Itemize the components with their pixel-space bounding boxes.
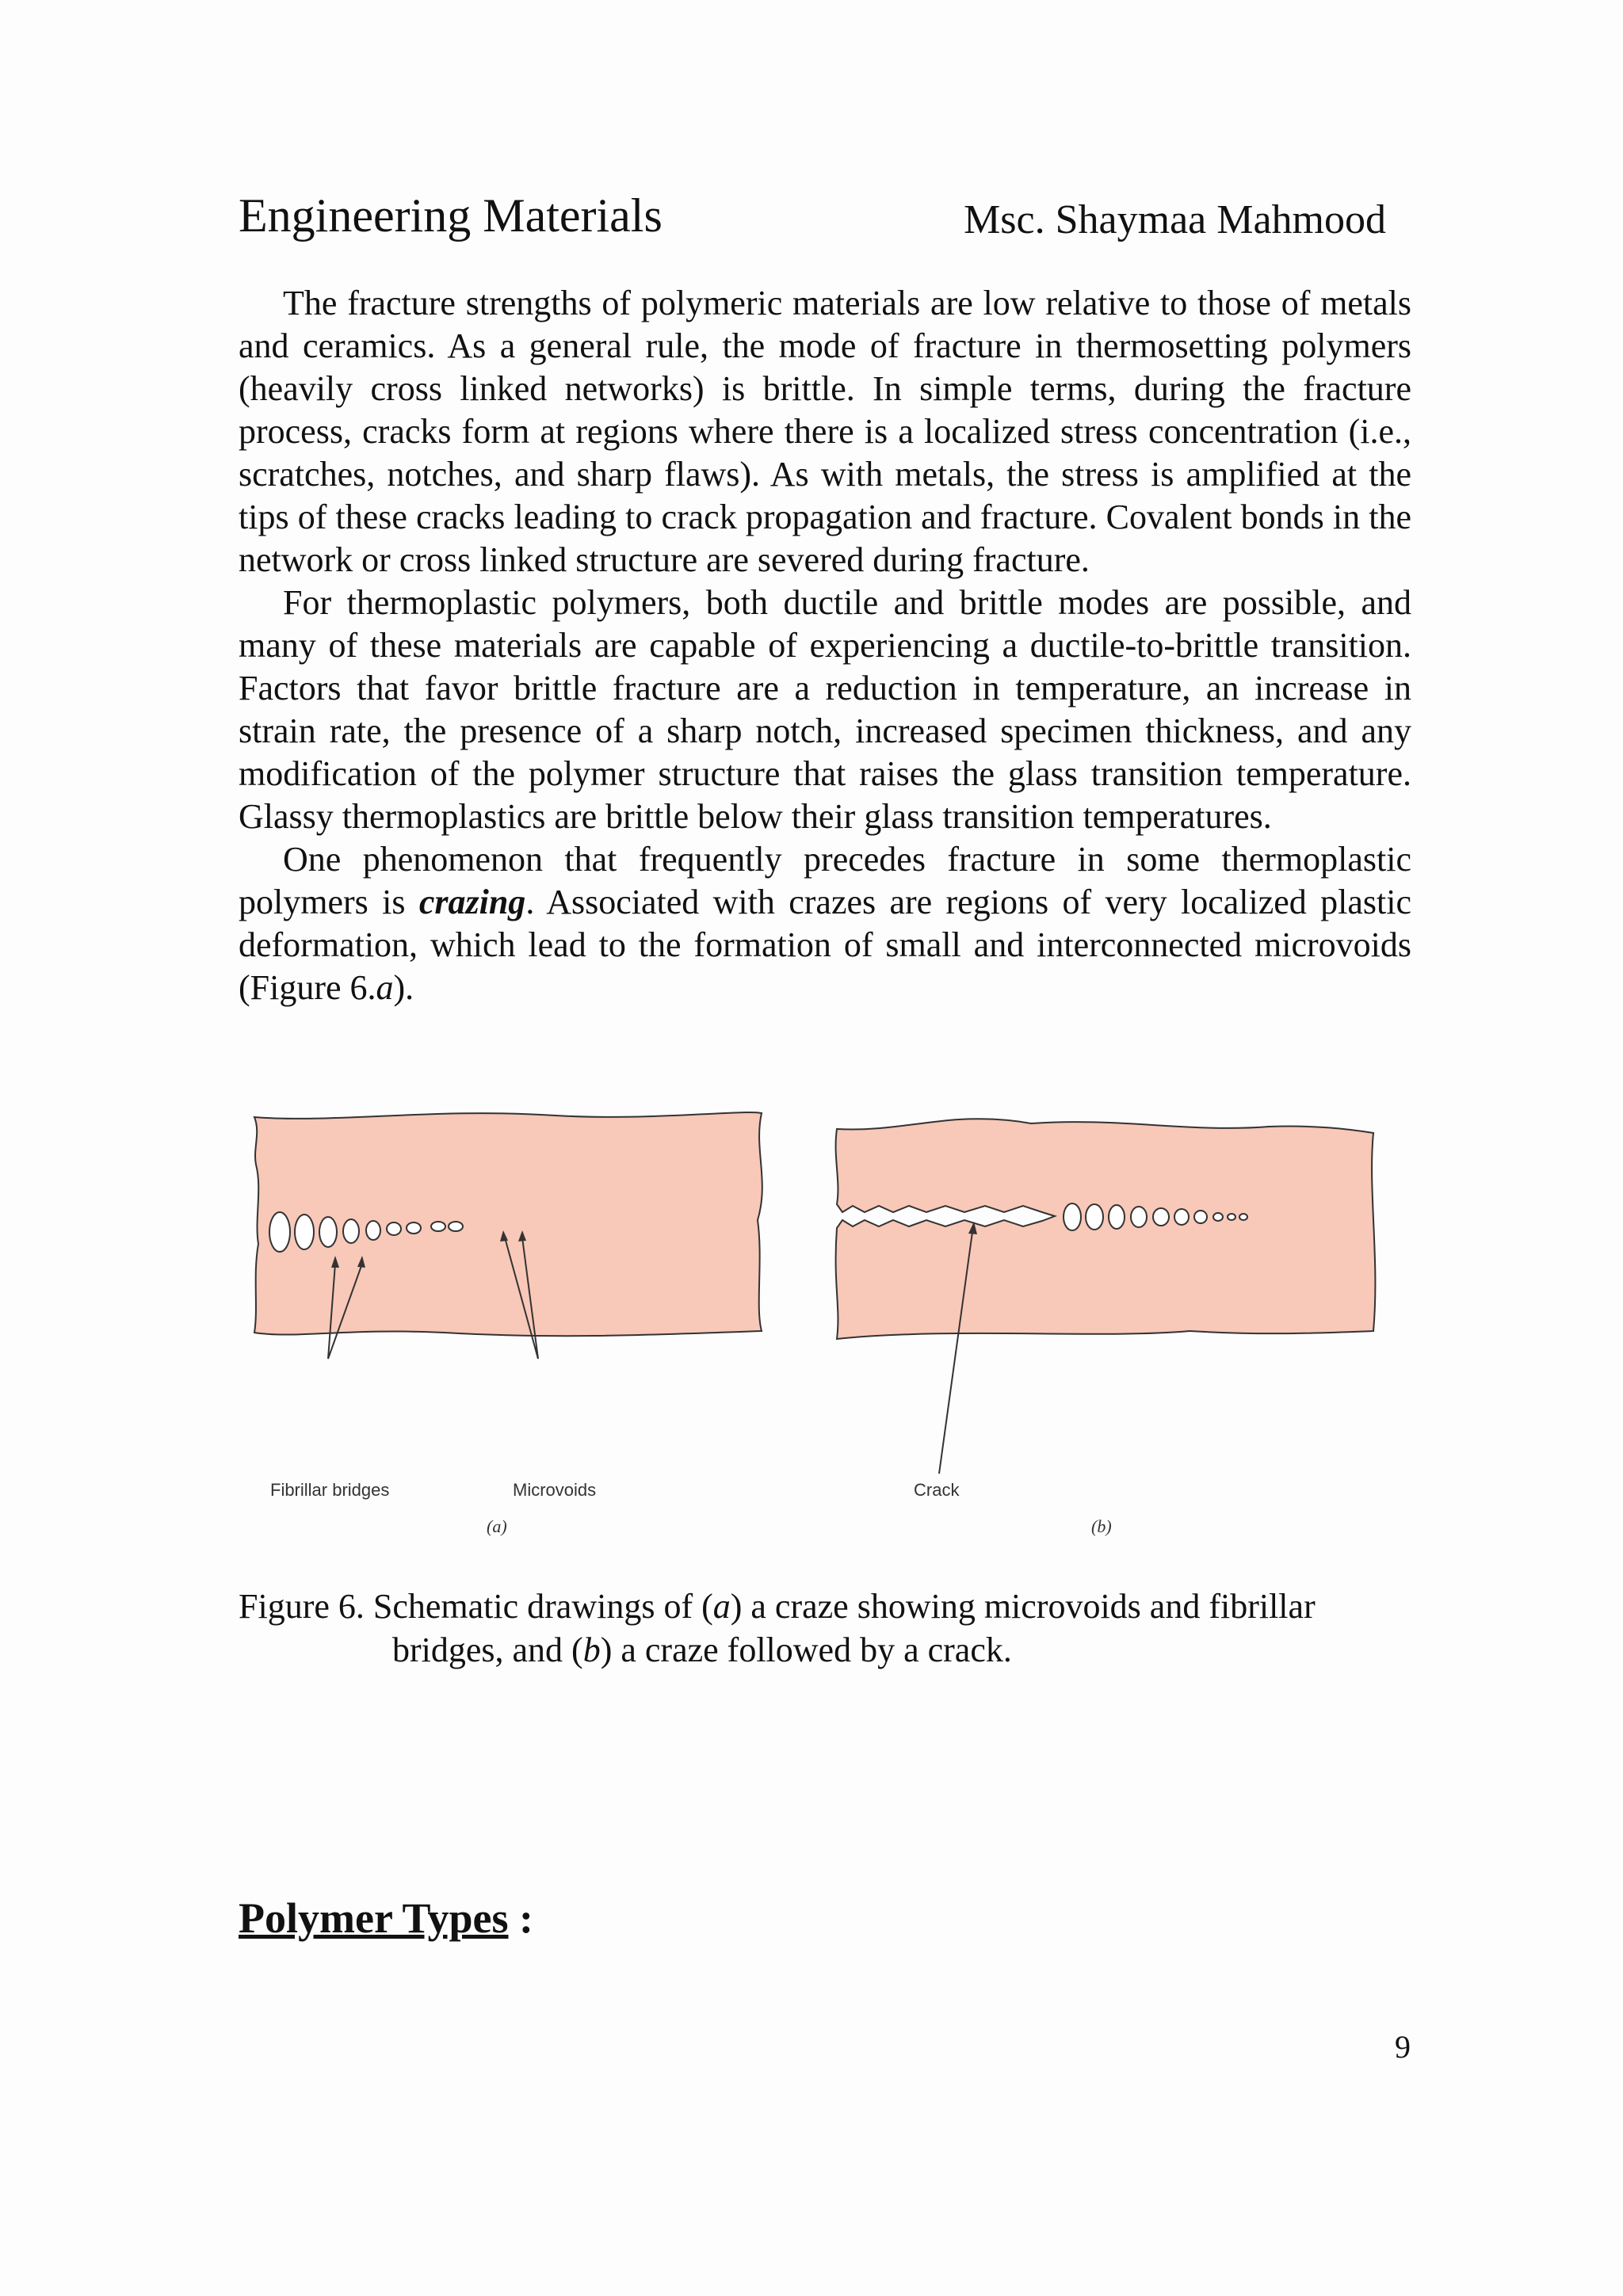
figure-ref-a: a [376, 968, 394, 1007]
paragraph-crazing-text: One phenomenon that frequently precedes fracture in some thermoplastic polymers is [239, 840, 1411, 921]
caption-text-1: Figure 6. Schematic drawings of ( [239, 1587, 713, 1626]
caption-ref-b: b [582, 1630, 601, 1669]
paragraph-fracture-strength: The fracture strengths of polymeric materials are low relative to those of metals and ceramics. As a general rule, the mode of fracture in thermosetting polymers (heavily cross linked networks) is brittle. In simple terms, during the fracture process, cracks form at regions where there is a localized stress concentration (i.e., scratches, notches, and sharp flaws). As with metals, the stress is amplified at the tips of these cracks leading to crack propagation and fracture. Covalent bonds in the network or cross linked structure are severed during fracture. [239, 284, 1411, 579]
caption-text-2: ) a craze showing microvoids and fibrillar [730, 1587, 1316, 1626]
panel-a [254, 1112, 762, 1536]
caption-text-3: bridges, and ( [392, 1630, 583, 1669]
body-text [239, 282, 1411, 1009]
label-fibrillar-bridges: Fibrillar bridges [270, 1480, 390, 1500]
paragraph-crazing-end: ). [393, 968, 414, 1007]
polymer-specimen-b [836, 1119, 1376, 1339]
craze-schematic [239, 1101, 1411, 1553]
label-crack: Crack [914, 1480, 960, 1500]
figure-caption [239, 1585, 1411, 1672]
caption-text-4: ) a craze followed by a crack. [600, 1630, 1012, 1669]
section-title-colon: : [508, 1894, 533, 1942]
paragraph-crazing-text-2: . Associated with crazes are regions of very localized plastic deformation, which lead to the formation of small and interconnected microvoids (Figure 6. [239, 883, 1412, 1007]
caption-line-2 [239, 1628, 1411, 1672]
paragraph-crazing [239, 838, 1411, 1009]
figure-6 [239, 1101, 1411, 1553]
course-title: Engineering Materials [239, 189, 663, 242]
caption-ref-a: a [712, 1587, 731, 1626]
section-heading [239, 1894, 533, 1943]
section-title-text: Polymer Types [239, 1894, 509, 1942]
page-header [239, 189, 1386, 252]
sublabel-b: (b) [1091, 1516, 1112, 1536]
label-microvoids: Microvoids [513, 1480, 597, 1500]
page-number: 9 [1395, 2029, 1411, 2065]
panel-b [836, 1119, 1376, 1536]
sublabel-a: (a) [487, 1516, 507, 1536]
author-name: Msc. Shaymaa Mahmood [964, 197, 1386, 242]
crazing-term: crazing [418, 883, 526, 921]
paragraph-thermoplastic: For thermoplastic polymers, both ductile and brittle modes are possible, and many of these materials are capable of experiencing a ductile-to-brittle transition. Factors that favor brittle fracture are a reduction in temperature, an increase in strain rate, the presence of a sharp notch, increased specimen thickness, and any modification of the polymer structure that raises the glass transition temperature. Glassy thermoplastics are brittle below their glass transition temperatures. [239, 583, 1411, 836]
